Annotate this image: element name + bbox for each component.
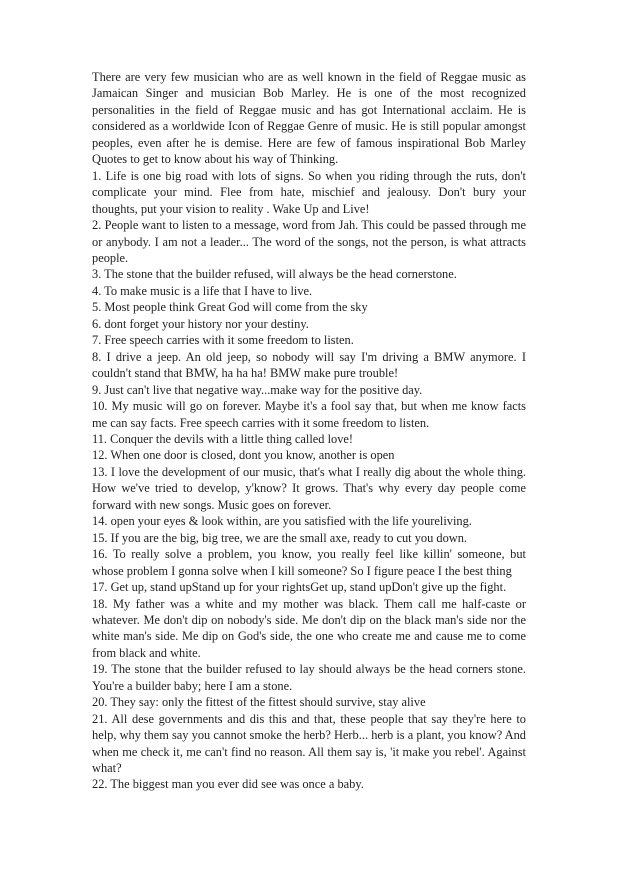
- quote-paragraph-7: 7. Free speech carries with it some freedom to listen.: [92, 333, 354, 348]
- quote-paragraph-1: 1. Life is one big road with lots of signs. So when you riding through the ruts, don't complicate your mind. Flee from hate, mischief and jealousy. Don't bury your thoughts, put your vision to reality . Wake Up and Live!: [92, 168, 526, 216]
- quote-paragraph-16: 16. To really solve a problem, you know, you really feel like killin' someone, but whose problem I gonna solve when I kill someone? So I figure peace I the best thing: [92, 547, 526, 578]
- quote-paragraph-18: 18. My father was a white and my mother was black. Them call me half-caste or whatever. Me don't dip on nobody's side. Me don't dip on the black man's side nor the white man's side. Me dip on God's side, the one who create me and cause me to come from black and white.: [92, 596, 526, 660]
- quote-paragraph-11: 11. Conquer the devils with a little thing called love!: [92, 431, 354, 446]
- quote-paragraph-4: 4. To make music is a life that I have to live.: [92, 283, 313, 298]
- quote-paragraph-14: 14. open your eyes & look within, are you satisfied with the life youreliving.: [92, 514, 472, 529]
- quote-paragraph-20: 20. They say: only the fittest of the fittest should survive, stay alive: [92, 695, 426, 710]
- quote-paragraph-17: 17. Get up, stand upStand up for your rightsGet up, stand upDon't give up the fight.: [92, 580, 507, 595]
- quote-paragraph-19: 19. The stone that the builder refused to lay should always be the head corners stone. You're a builder baby; here I am a stone.: [92, 662, 526, 693]
- document-body: [92, 69, 526, 793]
- quote-paragraph-21: 21. All dese governments and dis this and that, these people that say they're here to help, why them say you cannot smoke the herb? Herb... herb is a plant, you know? And when me check it, me can't find no reason. All them say is, 'it make you rebel'. Against what?: [92, 711, 526, 776]
- quote-paragraph-8: 8. I drive a jeep. An old jeep, so nobody will say I'm driving a BMW anymore. I couldn't stand that BMW, ha ha ha! BMW make pure trouble!: [92, 349, 526, 381]
- quote-paragraph-6: 6. dont forget your history nor your destiny.: [92, 316, 309, 331]
- quote-paragraph-10: 10. My music will go on forever. Maybe it's a fool say that, but when me know facts me can say facts. Free speech carries with it some freedom to listen.: [92, 399, 526, 430]
- quote-paragraph-2: 2. People want to listen to a message, word from Jah. This could be passed through me or anybody. I am not a leader... The word of the songs, not the person, is what attracts people.: [92, 218, 526, 265]
- intro-paragraph: There are very few musician who are as well known in the field of Reggae music as Jamaican Singer and musician Bob Marley. He is one of the most recognized personalities in the field of Reggae music and has got International acclaim. He is considered as a worldwide Icon of Reggae Genre of music. He is still popular amongst peoples, even after he is demise. Here are few of famous inspirational Bob Marley Quotes to get to know about his way of Thinking.: [92, 70, 526, 167]
- quote-paragraph-9: 9. Just can't live that negative way...make way for the positive day.: [92, 382, 423, 397]
- quote-paragraph-5: 5. Most people think Great God will come from the sky: [92, 300, 368, 315]
- quote-paragraph-22: 22. The biggest man you ever did see was once a baby.: [92, 777, 364, 792]
- quote-paragraph-3: 3. The stone that the builder refused, will always be the head cornerstone.: [92, 267, 457, 282]
- quote-paragraph-13: 13. I love the development of our music, that's what I really dig about the whole thing. How we've tried to develop, y'know? It grows. That's why every day people come forward with new songs. Music goes on forever.: [92, 464, 526, 512]
- quote-paragraph-12: 12. When one door is closed, dont you know, another is open: [92, 448, 395, 463]
- quote-paragraph-15: 15. If you are the big, big tree, we are the small axe, ready to cut you down.: [92, 530, 468, 545]
